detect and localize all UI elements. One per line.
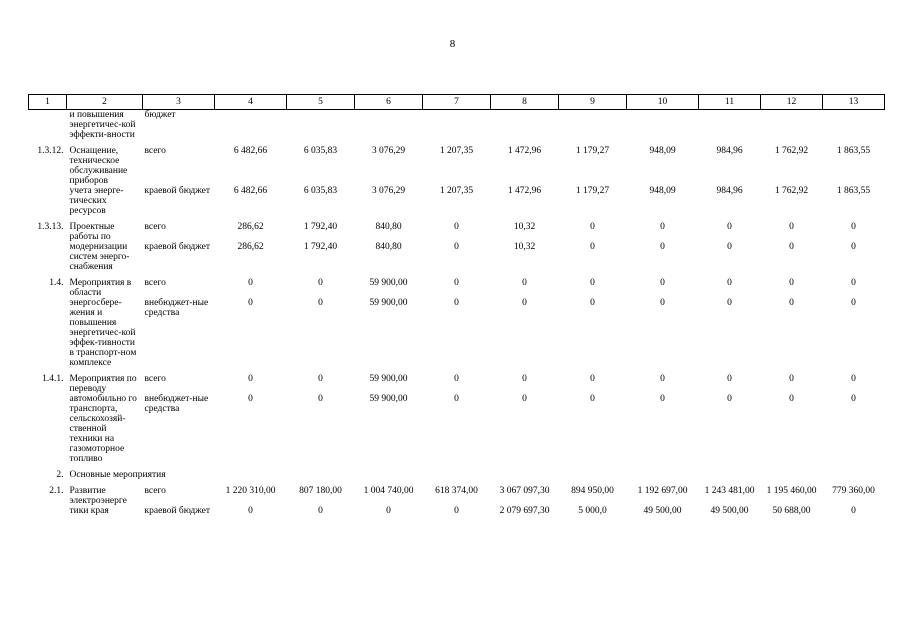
funding-source: внебюджет-ные средства — [144, 394, 209, 414]
amount-col-10: 0 — [660, 242, 665, 252]
amount-col-9: 894 950,00 — [571, 486, 614, 496]
table-row — [29, 298, 885, 368]
amount-col-8: 1 472,96 — [507, 146, 542, 156]
amount-col-9 — [559, 110, 627, 141]
item-number — [29, 110, 67, 141]
amount-col-12 — [761, 110, 823, 141]
amount-col-11: 0 — [727, 278, 732, 288]
amount-col-4 — [215, 470, 287, 480]
amount-col-11: 0 — [727, 222, 732, 232]
item-number — [29, 186, 67, 216]
measure-name: Проектные работы по — [69, 222, 115, 242]
item-number — [29, 506, 67, 516]
funding-source: всего — [144, 486, 166, 496]
amount-col-12: 0 — [789, 242, 794, 252]
amount-col-10: 0 — [660, 374, 665, 384]
measure-name: и повышения энергетичес-кой эффекти-вности — [69, 110, 136, 140]
amount-col-11: 0 — [727, 298, 732, 308]
amount-col-9: 1 179,27 — [575, 146, 610, 156]
measure-name: Основные мероприятия — [69, 470, 166, 480]
amount-col-4: 6 482,66 — [233, 146, 268, 156]
column-header-2: 2 — [67, 95, 143, 110]
amount-col-7: 0 — [454, 222, 459, 232]
measure-name: учета энерге-тических ресурсов — [69, 186, 124, 216]
table-row — [29, 486, 885, 506]
amount-col-8: 0 — [522, 298, 527, 308]
amount-col-7: 0 — [454, 242, 459, 252]
table-body — [29, 110, 885, 517]
amount-col-7: 1 207,35 — [439, 146, 474, 156]
amount-col-13: 0 — [851, 298, 856, 308]
funding-source: бюджет — [144, 110, 176, 120]
amount-col-6: 59 900,00 — [369, 278, 408, 288]
amount-col-5: 0 — [318, 506, 323, 516]
column-header-1: 1 — [29, 95, 67, 110]
amount-col-4: 6 482,66 — [233, 186, 268, 196]
amount-col-10: 1 192 697,00 — [637, 486, 688, 496]
amount-col-6: 59 900,00 — [369, 394, 408, 404]
amount-col-6 — [355, 110, 423, 141]
amount-col-6: 3 076,29 — [371, 186, 406, 196]
amount-col-7 — [423, 470, 491, 480]
amount-col-13: 0 — [851, 506, 856, 516]
amount-col-12: 0 — [789, 278, 794, 288]
amount-col-4: 1 220 310,00 — [225, 486, 276, 496]
amount-col-10: 0 — [660, 298, 665, 308]
amount-col-4: 0 — [248, 298, 253, 308]
amount-col-12: 1 762,92 — [774, 186, 809, 196]
funding-source: краевой бюджет — [144, 242, 211, 252]
amount-col-13: 0 — [851, 394, 856, 404]
amount-col-9: 0 — [590, 278, 595, 288]
measure-name: тики края — [69, 506, 109, 516]
item-number — [29, 394, 67, 464]
amount-col-10: 948,09 — [649, 146, 676, 156]
amount-col-6: 840,80 — [375, 242, 402, 252]
funding-source: всего — [144, 146, 166, 156]
amount-col-12: 50 688,00 — [772, 506, 811, 516]
amount-col-7: 0 — [454, 506, 459, 516]
page-number: 8 — [449, 38, 456, 50]
amount-col-10: 0 — [660, 394, 665, 404]
column-header-4: 4 — [215, 95, 287, 110]
amount-col-6: 59 900,00 — [369, 298, 408, 308]
amount-col-9: 0 — [590, 222, 595, 232]
measure-name: модернизации систем энерго-снабжения — [69, 242, 130, 272]
amount-col-11: 0 — [727, 374, 732, 384]
measure-name: Оснащение, техническое обслуживание приборов — [69, 146, 128, 186]
amount-col-4: 0 — [248, 278, 253, 288]
column-header-6: 6 — [355, 95, 423, 110]
amount-col-12 — [761, 470, 823, 480]
funding-source: внебюджет-ные средства — [144, 298, 209, 318]
item-number: 1.3.13. — [37, 222, 64, 232]
amount-col-4: 286,62 — [237, 242, 264, 252]
item-number: 2.1. — [49, 486, 64, 496]
amount-col-13: 0 — [851, 278, 856, 288]
amount-col-9: 0 — [590, 394, 595, 404]
amount-col-8: 2 079 697,30 — [499, 506, 550, 516]
amount-col-10: 0 — [660, 222, 665, 232]
amount-col-6: 3 076,29 — [371, 146, 406, 156]
amount-col-8: 1 472,96 — [507, 186, 542, 196]
column-header-10: 10 — [627, 95, 699, 110]
table-row — [29, 374, 885, 394]
item-number: 1.3.12. — [37, 146, 64, 156]
amount-col-8: 10,32 — [513, 222, 536, 232]
measure-name: Развитие электроэнерге — [69, 486, 127, 506]
amount-col-12: 0 — [789, 374, 794, 384]
amount-col-8: 0 — [522, 278, 527, 288]
column-header-5: 5 — [287, 95, 355, 110]
column-header-8: 8 — [491, 95, 559, 110]
amount-col-4 — [215, 110, 287, 141]
column-header-12: 12 — [761, 95, 823, 110]
amount-col-10: 49 500,00 — [643, 506, 682, 516]
amount-col-6: 59 900,00 — [369, 374, 408, 384]
amount-col-5: 0 — [318, 298, 323, 308]
amount-col-12: 1 195 460,00 — [766, 486, 817, 496]
table-row — [29, 110, 885, 141]
amount-col-6 — [355, 470, 423, 480]
amount-col-11: 0 — [727, 242, 732, 252]
amount-col-7: 618 374,00 — [435, 486, 478, 496]
column-header-7: 7 — [423, 95, 491, 110]
amount-col-6: 840,80 — [375, 222, 402, 232]
measure-name: Мероприятия по переводу — [69, 374, 137, 394]
table-row — [29, 278, 885, 298]
amount-col-7: 0 — [454, 298, 459, 308]
funding-source: краевой бюджет — [144, 186, 211, 196]
amount-col-9: 1 179,27 — [575, 186, 610, 196]
amount-col-5: 6 035,83 — [303, 146, 338, 156]
amount-col-13: 0 — [851, 242, 856, 252]
funding-source: краевой бюджет — [144, 506, 211, 516]
amount-col-4: 286,62 — [237, 222, 264, 232]
amount-col-11 — [699, 470, 761, 480]
item-number: 1.4. — [49, 278, 64, 288]
measure-name: Мероприятия в области — [69, 278, 132, 298]
amount-col-11: 984,96 — [716, 146, 743, 156]
amount-col-5: 807 180,00 — [299, 486, 342, 496]
funding-source: всего — [144, 374, 166, 384]
amount-col-5: 1 792,40 — [303, 222, 338, 232]
amount-col-11: 984,96 — [716, 186, 743, 196]
amount-col-4: 0 — [248, 394, 253, 404]
amount-col-13: 0 — [851, 222, 856, 232]
amount-col-4: 0 — [248, 506, 253, 516]
table-row — [29, 470, 885, 480]
item-number — [29, 242, 67, 272]
amount-col-12: 1 762,92 — [774, 146, 809, 156]
table-row — [29, 222, 885, 242]
amount-col-9: 0 — [590, 242, 595, 252]
item-number: 2. — [56, 470, 64, 480]
column-number-row — [29, 95, 885, 110]
table-row — [29, 506, 885, 516]
amount-col-10 — [627, 470, 699, 480]
amount-col-8: 0 — [522, 394, 527, 404]
amount-col-7: 1 207,35 — [439, 186, 474, 196]
amount-col-8: 0 — [522, 374, 527, 384]
item-number: 1.4.1. — [42, 374, 64, 384]
amount-col-12: 0 — [789, 222, 794, 232]
amount-col-9: 0 — [590, 298, 595, 308]
amount-col-10: 0 — [660, 278, 665, 288]
amount-col-4: 0 — [248, 374, 253, 384]
amount-col-5: 6 035,83 — [303, 186, 338, 196]
amount-col-9: 5 000,0 — [578, 506, 607, 516]
amount-col-6: 0 — [386, 506, 391, 516]
amount-col-7: 0 — [454, 394, 459, 404]
amount-col-12: 0 — [789, 298, 794, 308]
amount-col-5: 0 — [318, 394, 323, 404]
table-row — [29, 242, 885, 272]
measure-name: энергосбере-жения и повышения энергетичес-кой эффек-тивности в транспорт-ном комплексе — [69, 298, 137, 368]
item-number — [29, 298, 67, 368]
table-row — [29, 394, 885, 464]
amount-col-5: 0 — [318, 278, 323, 288]
amount-col-8 — [491, 470, 559, 480]
table-row — [29, 186, 885, 216]
funding-source: всего — [144, 222, 166, 232]
column-header-13: 13 — [823, 95, 885, 110]
amount-col-9 — [559, 470, 627, 480]
amount-col-7: 0 — [454, 278, 459, 288]
amount-col-10 — [627, 110, 699, 141]
measure-name: автомобильно го транспорта, сельскохозяй-ственной техники на газомоторное топливо — [69, 394, 137, 464]
amount-col-5 — [287, 470, 355, 480]
column-header-3: 3 — [143, 95, 215, 110]
amount-col-7 — [423, 110, 491, 141]
amount-col-11 — [699, 110, 761, 141]
amount-col-10: 948,09 — [649, 186, 676, 196]
amount-col-11: 0 — [727, 394, 732, 404]
amount-col-8 — [491, 110, 559, 141]
amount-col-7: 0 — [454, 374, 459, 384]
amount-col-11: 49 500,00 — [710, 506, 749, 516]
column-header-9: 9 — [559, 95, 627, 110]
amount-col-12: 0 — [789, 394, 794, 404]
amount-col-5: 0 — [318, 374, 323, 384]
amount-col-13 — [823, 110, 885, 141]
program-financing-table — [28, 94, 885, 516]
amount-col-8: 3 067 097,30 — [499, 486, 550, 496]
amount-col-13: 1 863,55 — [836, 186, 871, 196]
amount-col-13: 779 360,00 — [832, 486, 875, 496]
amount-col-9: 0 — [590, 374, 595, 384]
amount-col-5 — [287, 110, 355, 141]
amount-col-13: 1 863,55 — [836, 146, 871, 156]
column-header-11: 11 — [699, 95, 761, 110]
amount-col-13: 0 — [851, 374, 856, 384]
amount-col-13 — [823, 470, 885, 480]
table-row — [29, 146, 885, 186]
amount-col-8: 10,32 — [513, 242, 536, 252]
amount-col-5: 1 792,40 — [303, 242, 338, 252]
amount-col-6: 1 004 740,00 — [363, 486, 414, 496]
amount-col-11: 1 243 481,00 — [704, 486, 755, 496]
funding-source: всего — [144, 278, 166, 288]
